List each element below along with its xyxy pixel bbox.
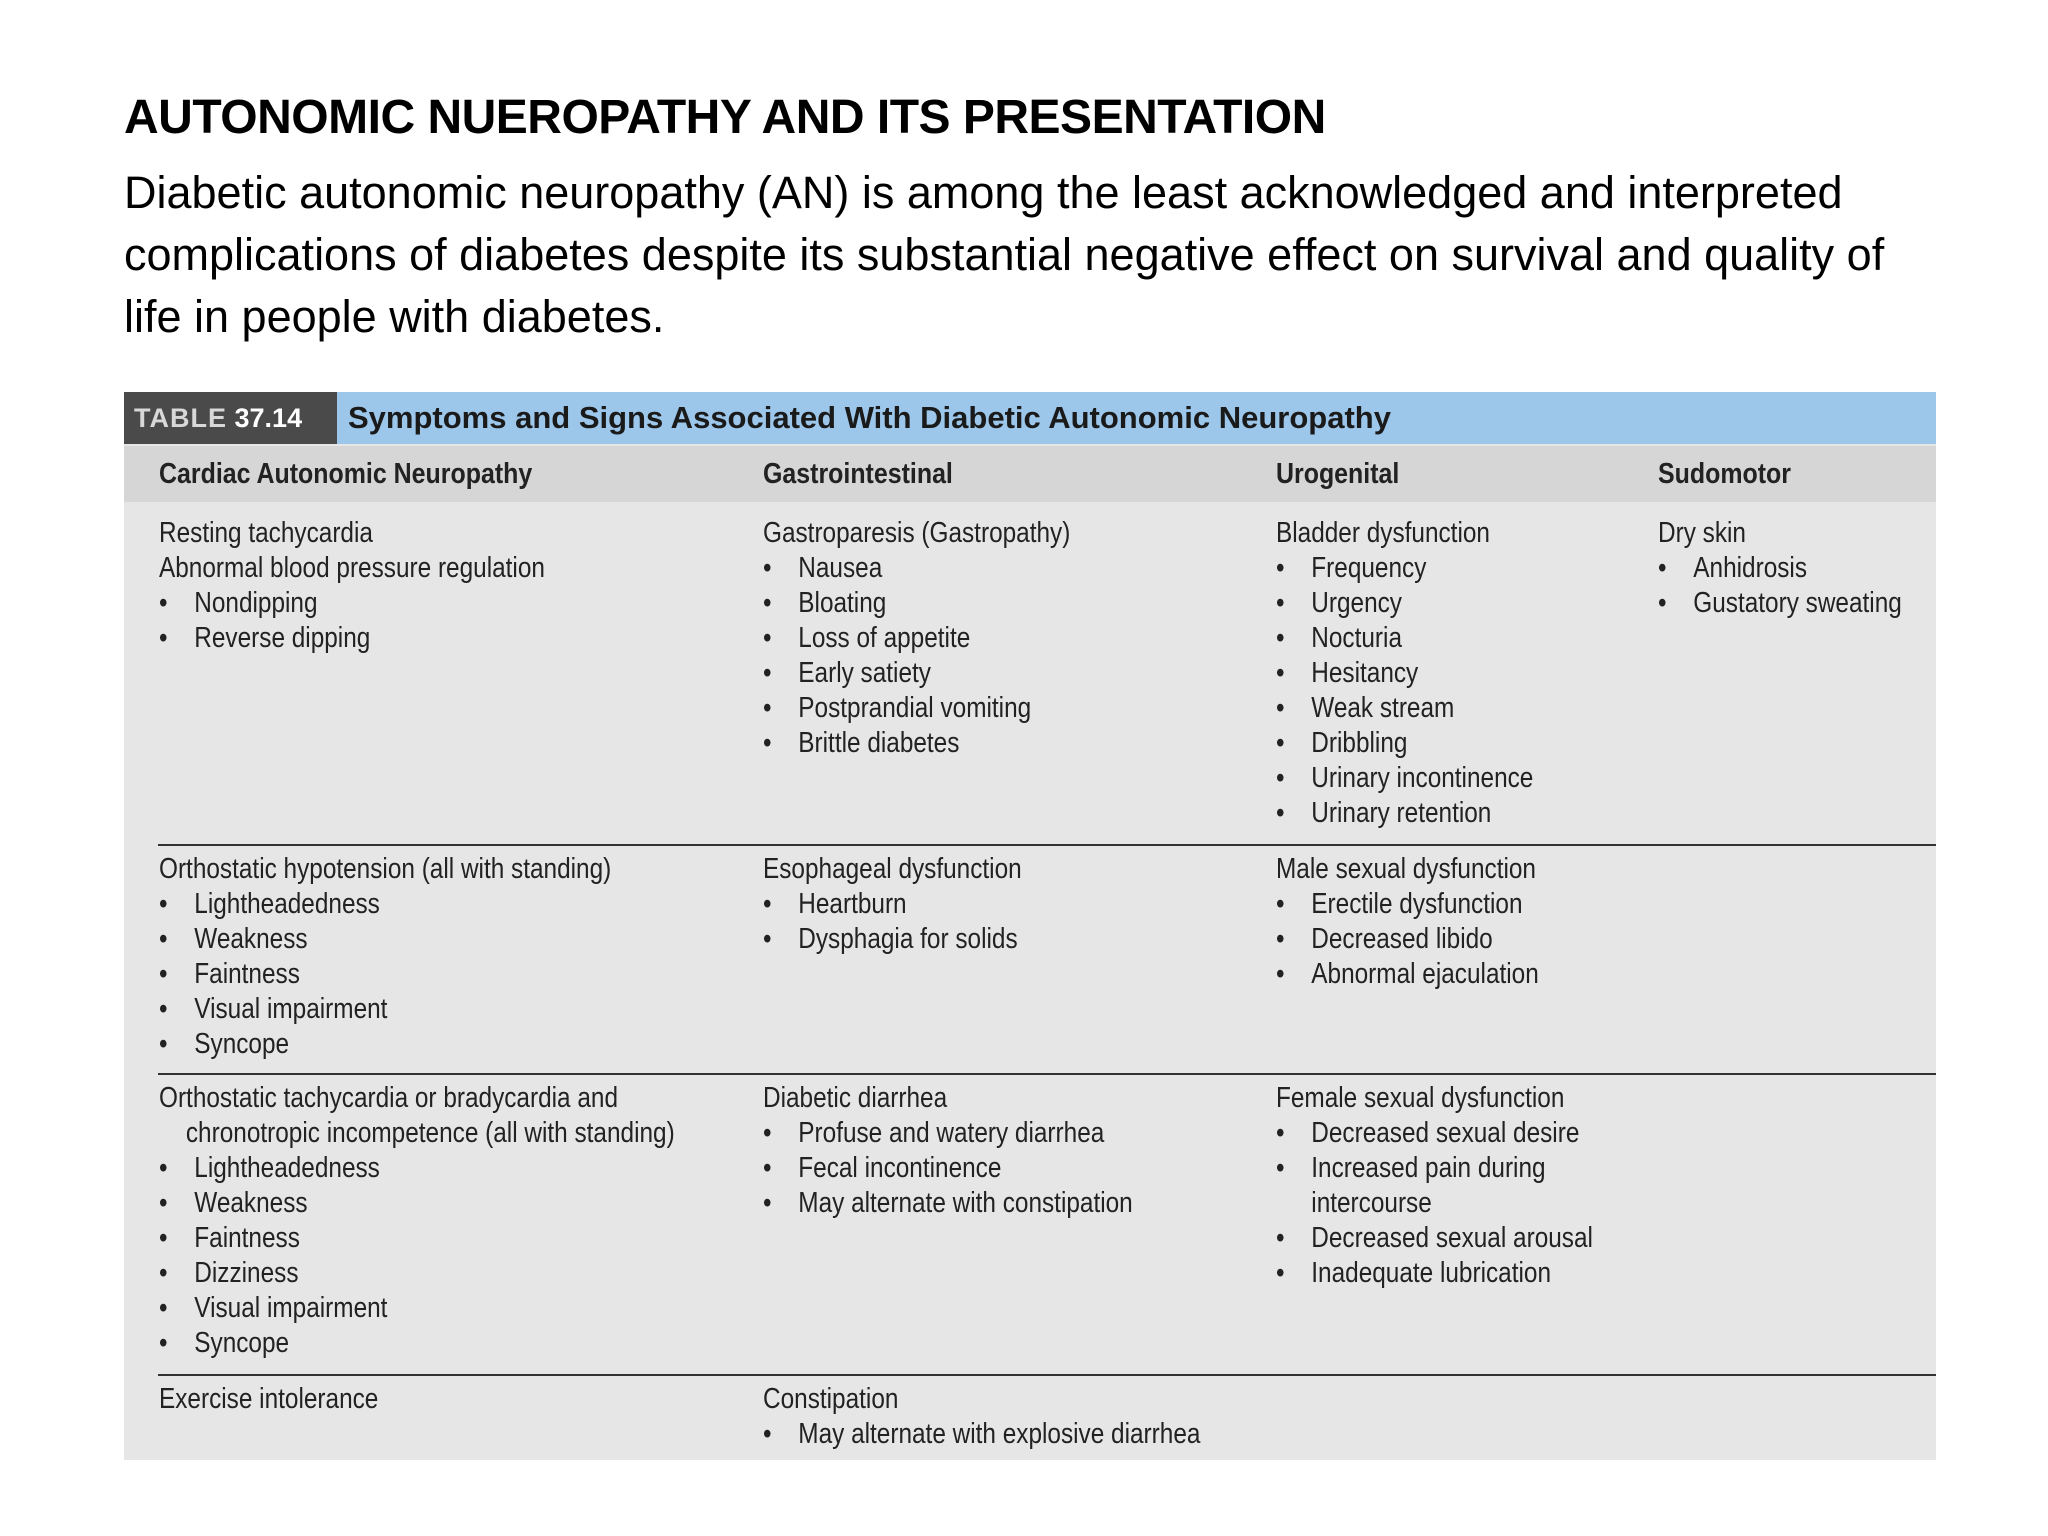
cell-heading: Exercise intolerance <box>159 1383 379 1415</box>
symptom-list <box>1276 1116 1593 1291</box>
bullet-icon: • <box>1276 657 1285 689</box>
bullet-icon: • <box>159 1028 168 1060</box>
bullet-icon: • <box>159 958 168 990</box>
bullet-icon: • <box>763 657 772 689</box>
list-item: • Dribbling <box>1276 727 1408 759</box>
cell-line: Abnormal blood pressure regulation <box>159 552 545 584</box>
bullet-icon: • <box>1276 727 1285 759</box>
symptom-list <box>159 1151 675 1361</box>
list-item: • Gustatory sweating <box>1658 587 1902 619</box>
table-number-badge <box>124 392 337 444</box>
list-item: • Heartburn <box>763 888 907 920</box>
bullet-icon: • <box>1276 762 1285 794</box>
bullet-icon: • <box>763 888 772 920</box>
table-number: 37.14 <box>234 403 303 433</box>
list-item: • Faintness <box>159 958 300 990</box>
bullet-icon: • <box>1276 797 1285 829</box>
cell-sudo-row1 <box>1658 516 1902 621</box>
cell-heading: Esophageal dysfunction <box>763 853 1022 885</box>
bullet-icon: • <box>763 552 772 584</box>
symptom-list <box>763 1417 1200 1452</box>
symptom-list <box>1276 887 1539 992</box>
cell-heading: Diabetic diarrhea <box>763 1082 948 1114</box>
symptoms-table <box>124 392 1936 1460</box>
cell-heading: Gastroparesis (Gastropathy) <box>763 517 1071 549</box>
cell-gastro-row2 <box>763 852 1022 957</box>
cell-cardiac-row2 <box>159 852 611 1062</box>
list-item: • Weak stream <box>1276 692 1455 724</box>
row-divider <box>158 1073 1936 1075</box>
bullet-icon: • <box>159 1222 168 1254</box>
bullet-icon: • <box>159 923 168 955</box>
list-item: • Hesitancy <box>1276 657 1419 689</box>
list-item: • Syncope <box>159 1028 290 1060</box>
list-item: • Profuse and watery diarrhea <box>763 1117 1105 1149</box>
cell-uro-row3 <box>1276 1081 1593 1291</box>
list-item: • Weakness <box>159 923 308 955</box>
column-header-sudomotor: Sudomotor <box>1658 458 1792 490</box>
list-item: • Decreased libido <box>1276 923 1493 955</box>
bullet-icon: • <box>1276 958 1285 990</box>
bullet-icon: • <box>159 587 168 619</box>
list-item: • Postprandial vomiting <box>763 692 1032 724</box>
symptom-list <box>763 551 1070 761</box>
row-divider <box>158 1374 1936 1376</box>
bullet-icon: • <box>763 923 772 955</box>
cell-heading: Dry skin <box>1658 517 1746 549</box>
bullet-icon: • <box>1276 1257 1285 1289</box>
list-item: • Urinary retention <box>1276 797 1492 829</box>
column-header-urogenital: Urogenital <box>1276 458 1400 490</box>
symptom-list <box>1658 551 1902 621</box>
cell-heading: Orthostatic tachycardia or bradycardia and <box>159 1082 619 1114</box>
row-divider <box>158 844 1936 846</box>
symptom-list <box>159 887 611 1062</box>
symptom-list <box>763 887 1022 957</box>
column-header-row <box>124 446 1936 502</box>
bullet-icon: • <box>763 1117 772 1149</box>
bullet-icon: • <box>763 587 772 619</box>
symptom-list <box>1276 551 1533 831</box>
cell-heading: Male sexual dysfunction <box>1276 853 1536 885</box>
bullet-icon: • <box>1276 1152 1285 1184</box>
cell-heading: Orthostatic hypotension (all with standing) <box>159 853 612 885</box>
cell-heading: Constipation <box>763 1383 899 1415</box>
bullet-icon: • <box>763 727 772 759</box>
bullet-icon: • <box>763 1187 772 1219</box>
list-item: • Syncope <box>159 1327 290 1359</box>
bullet-icon: • <box>1276 692 1285 724</box>
bullet-icon: • <box>159 993 168 1025</box>
bullet-icon: • <box>763 1418 772 1450</box>
list-item: • Nausea <box>763 552 883 584</box>
list-item: • Urinary incontinence <box>1276 762 1534 794</box>
list-item: • Lightheadedness <box>159 888 380 920</box>
list-item: • Dysphagia for solids <box>763 923 1018 955</box>
slide-body-text: Diabetic autonomic neuropathy (AN) is among the least acknowledged and interpreted complications of diabetes despite its substantial negative effect on survival and quality of life in people with diabetes. <box>124 167 1885 342</box>
bullet-icon: • <box>159 622 168 654</box>
bullet-icon: • <box>1276 1222 1285 1254</box>
bullet-icon: • <box>1276 622 1285 654</box>
bullet-icon: • <box>159 1187 168 1219</box>
list-item: • Nondipping <box>159 587 318 619</box>
bullet-icon: • <box>159 1152 168 1184</box>
cell-cardiac-row3 <box>159 1081 675 1361</box>
cell-heading: Female sexual dysfunction <box>1276 1082 1565 1114</box>
cell-gastro-row1 <box>763 516 1070 761</box>
bullet-icon: • <box>159 888 168 920</box>
list-item: • Abnormal ejaculation <box>1276 958 1539 990</box>
list-item: • Reverse dipping <box>159 622 371 654</box>
list-item: • Urgency <box>1276 587 1402 619</box>
cell-cardiac-row1 <box>159 516 545 656</box>
column-header-gastrointestinal: Gastrointestinal <box>763 458 953 490</box>
bullet-icon: • <box>159 1257 168 1289</box>
list-item: • Early satiety <box>763 657 931 689</box>
symptom-list <box>159 586 545 656</box>
list-item: • Erectile dysfunction <box>1276 888 1523 920</box>
bullet-icon: • <box>1658 552 1667 584</box>
bullet-icon: • <box>1276 552 1285 584</box>
cell-uro-row2 <box>1276 852 1539 992</box>
bullet-icon: • <box>159 1292 168 1324</box>
list-item: • Fecal incontinence <box>763 1152 1002 1184</box>
column-header-cardiac: Cardiac Autonomic Neuropathy <box>159 458 533 490</box>
list-item-continued: intercourse <box>1311 1187 1432 1219</box>
symptom-list <box>763 1116 1133 1221</box>
list-item: • Loss of appetite <box>763 622 971 654</box>
list-item: • Weakness <box>159 1187 308 1219</box>
bullet-icon: • <box>763 1152 772 1184</box>
bullet-icon: • <box>1276 888 1285 920</box>
cell-heading-continued: chronotropic incompetence (all with standing) <box>185 1117 675 1149</box>
bullet-icon: • <box>763 692 772 724</box>
list-item: • May alternate with explosive diarrhea <box>763 1418 1201 1450</box>
table-caption: Symptoms and Signs Associated With Diabetic Autonomic Neuropathy <box>348 400 1391 435</box>
list-item: • Dizziness <box>159 1257 299 1289</box>
list-item: • Decreased sexual arousal <box>1276 1222 1593 1254</box>
cell-gastro-row4 <box>763 1382 1200 1452</box>
list-item: • Brittle diabetes <box>763 727 960 759</box>
list-item: • Increased pain during intercourse <box>1276 1151 1593 1221</box>
list-item: • Nocturia <box>1276 622 1402 654</box>
bullet-icon: • <box>1276 923 1285 955</box>
bullet-icon: • <box>1276 1117 1285 1149</box>
bullet-icon: • <box>1276 587 1285 619</box>
bullet-icon: • <box>1658 587 1667 619</box>
cell-uro-row1 <box>1276 516 1533 831</box>
list-item: • May alternate with constipation <box>763 1187 1133 1219</box>
bullet-icon: • <box>763 622 772 654</box>
table-label: TABLE <box>134 403 227 433</box>
slide-title: AUTONOMIC NUEROPATHY AND ITS PRESENTATION <box>124 91 1326 144</box>
list-item: • Inadequate lubrication <box>1276 1257 1552 1289</box>
cell-cardiac-row4 <box>159 1382 378 1417</box>
list-item: • Frequency <box>1276 552 1427 584</box>
list-item: • Bloating <box>763 587 887 619</box>
cell-gastro-row3 <box>763 1081 1133 1221</box>
list-item: • Anhidrosis <box>1658 552 1808 584</box>
list-item: • Decreased sexual desire <box>1276 1117 1580 1149</box>
list-item: • Lightheadedness <box>159 1152 380 1184</box>
list-item: • Visual impairment <box>159 993 388 1025</box>
list-item: • Visual impairment <box>159 1292 388 1324</box>
bullet-icon: • <box>159 1327 168 1359</box>
cell-line: Resting tachycardia <box>159 517 373 549</box>
cell-heading: Bladder dysfunction <box>1276 517 1490 549</box>
list-item: • Faintness <box>159 1222 300 1254</box>
